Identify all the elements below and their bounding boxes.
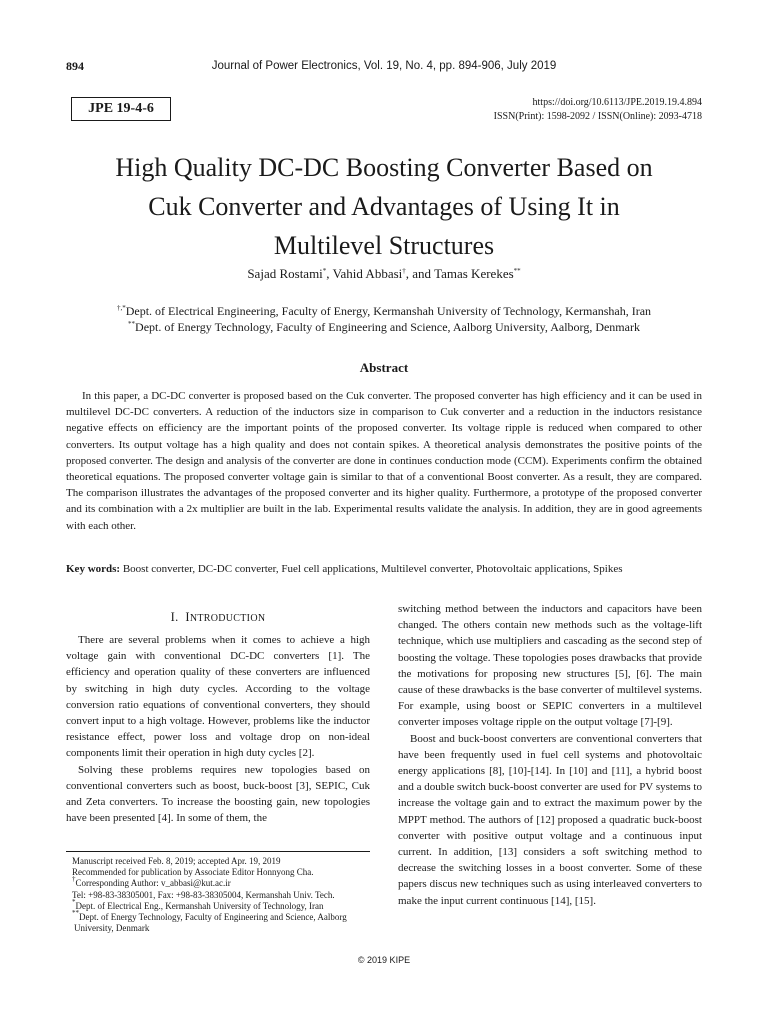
footnote-text: Manuscript received Feb. 8, 2019; accepted Apr. 19, 2019 (72, 856, 281, 866)
article-id-box: JPE 19-4-6 (71, 97, 171, 121)
affiliation-text: Dept. of Electrical Engineering, Faculty of Energy, Kermanshah University of Technology, Kermanshah, Iran (125, 304, 652, 318)
footnote-mark: ** (72, 909, 79, 918)
footnote (66, 856, 374, 867)
title-line-2: Cuk Converter and Advantages of Using It in (148, 192, 620, 221)
section-first-letter: I (185, 610, 190, 624)
footnote (66, 875, 374, 889)
footnote-text: Dept. of Energy Technology, Faculty of Engineering and Science, Aalborg University, Denmark (74, 912, 347, 934)
footnote-divider (66, 851, 370, 852)
section-title-rest: NTRODUCTION (189, 613, 266, 624)
issn-line: ISSN(Print): 1598-2092 / ISSN(Online): 2093-4718 (493, 111, 702, 122)
author-mark: † (402, 267, 406, 275)
footnote-text: Recommended for publication by Associate Editor Honnyong Cha. (72, 867, 314, 878)
author-list (0, 266, 768, 282)
page-number: 894 (66, 59, 84, 73)
paper-title (40, 148, 728, 265)
doi-link[interactable]: https://doi.org/10.6113/JPE.2019.19.4.894 (532, 97, 702, 108)
affiliation-text: Dept. of Energy Technology, Faculty of Engineering and Science, Aalborg University, Aalborg, Denmark (135, 320, 640, 334)
author-name: Tamas Kerekes (434, 266, 514, 281)
affiliation-mark: ** (128, 320, 136, 328)
author-name: Vahid Abbasi (332, 266, 403, 281)
author-name: Sajad Rostami (247, 266, 323, 281)
author-mark: * (322, 267, 327, 275)
title-line-1: High Quality DC-DC Boosting Converter Based on (115, 153, 653, 182)
body-paragraph: Boost and buck-boost converters are conventional converters that have been frequently used in fuel cell systems and photovoltaic energy applications [8], [10]-[14]. In [10] and [11], a hybrid boost and a double switch buck-boost converter are used for PV systems to increase the voltage gain and to extract the maximum power by the MPPT method. The authors of [12] proposed a quadratic buck-boost converter with positive output voltage and a continuous input current. In addition, [13] considers a soft switching method to decrease the switching losses in a boost converter. Some of these papers discus new techniques such as using interleaved converters to make the input current continuous [14], [15]. (398, 732, 702, 907)
body-paragraph: Solving these problems requires new topologies based on conventional converters such as boost, buck-boost [3], SEPIC, Cuk and Zeta converters. To increase the boosting gain, new topologies have been presented [4]. In some of them, the (66, 763, 370, 825)
journal-running-header: Journal of Power Electronics, Vol. 19, No. 4, pp. 894-906, July 2019 (211, 60, 557, 72)
abstract-body: In this paper, a DC-DC converter is proposed based on the Cuk converter. The proposed converter has high efficiency and it can be used in multilevel DC-DC converters. A reduction of the inductors size in comparison to Cuk converter and a reduction in the inductors resistance negative effects on efficiency are the important points of the proposed converter. Its voltage ripple is reduced when compared to other converters. Its output voltage has a high quality and does not contain spikes. A theoretical analysis demonstrates the positive points of the proposed converter. The design and analysis of the converter are done in continues conduction mode (CCM). Experiments confirm the obtained theoretical equations. The proposed converter voltage gain is similar to that of a conventional Boost converter. As a result, they are compared. The comparison illustrates the advantages of the proposed converter and its higher quality. Furthermore, a prototype of the proposed converter and its combination with a 2x multiplier are built in the lab. Experimental results validate the analysis. In addition, they are in good agreements with each other. (66, 390, 702, 532)
affiliation (0, 320, 768, 335)
body-paragraph: switching method between the inductors and capacitors have been changed. The others contain new methods such as the voltage-lift technique, which use multipliers and cascading as the second step of boosting the voltage. These topologies poses drawbacks that provide the motivations for proposing new structures [5], [6]. The main cause of these drawbacks is the base converter of multilevel systems. For example, using boost or SEPIC converters in a multilevel converter imposes voltage ripple on the output voltage [7]-[9]. (398, 603, 702, 729)
body-paragraph: There are several problems when it comes to achieve a high voltage gain with conventional DC-DC converters [1]. The efficiency and operation quality of these converters are influenced by switching in high duty cycles. According to the voltage conversion ratio equations of conventional converters, they should convert input to a high voltage. However, problems like the inductor resistance effect, power loss and voltage drop on non-ideal components limit their operation in high duty cycles [2]. (66, 634, 370, 760)
section-heading (66, 610, 370, 625)
keywords (66, 563, 702, 575)
abstract-heading: Abstract (359, 360, 409, 375)
right-column (398, 601, 702, 909)
title-line-3: Multilevel Structures (273, 231, 495, 260)
section-numeral: I. (170, 610, 179, 624)
footnote (66, 867, 374, 878)
footnote-mark: * (72, 897, 76, 906)
author-separator: , (326, 266, 333, 281)
footnote-text: Tel: +98-83-38305001, Fax: +98-83-38305004, Kermanshah Univ. Tech. (72, 889, 335, 900)
affiliation-mark: †,* (116, 304, 126, 312)
keywords-text: Boost converter, DC-DC converter, Fuel cell applications, Multilevel converter, Photovoltaic applications, Spikes (120, 563, 623, 575)
author-mark: ** (513, 267, 521, 275)
footnote-text: Corresponding Author: v_abbasi@kut.ac.ir (75, 878, 231, 889)
affiliation (0, 304, 768, 319)
footnote-text: Dept. of Electrical Eng., Kermanshah University of Technology, Iran (75, 900, 324, 911)
keywords-label: Key words: (66, 563, 121, 575)
footnote (66, 909, 374, 934)
footnote-mark: † (72, 875, 76, 884)
left-column (66, 632, 370, 826)
footnote (66, 890, 374, 901)
author-separator: , and (405, 266, 435, 281)
footnotes (66, 856, 374, 934)
copyright-footer: © 2019 KIPE (357, 955, 411, 965)
footnote (66, 897, 374, 912)
